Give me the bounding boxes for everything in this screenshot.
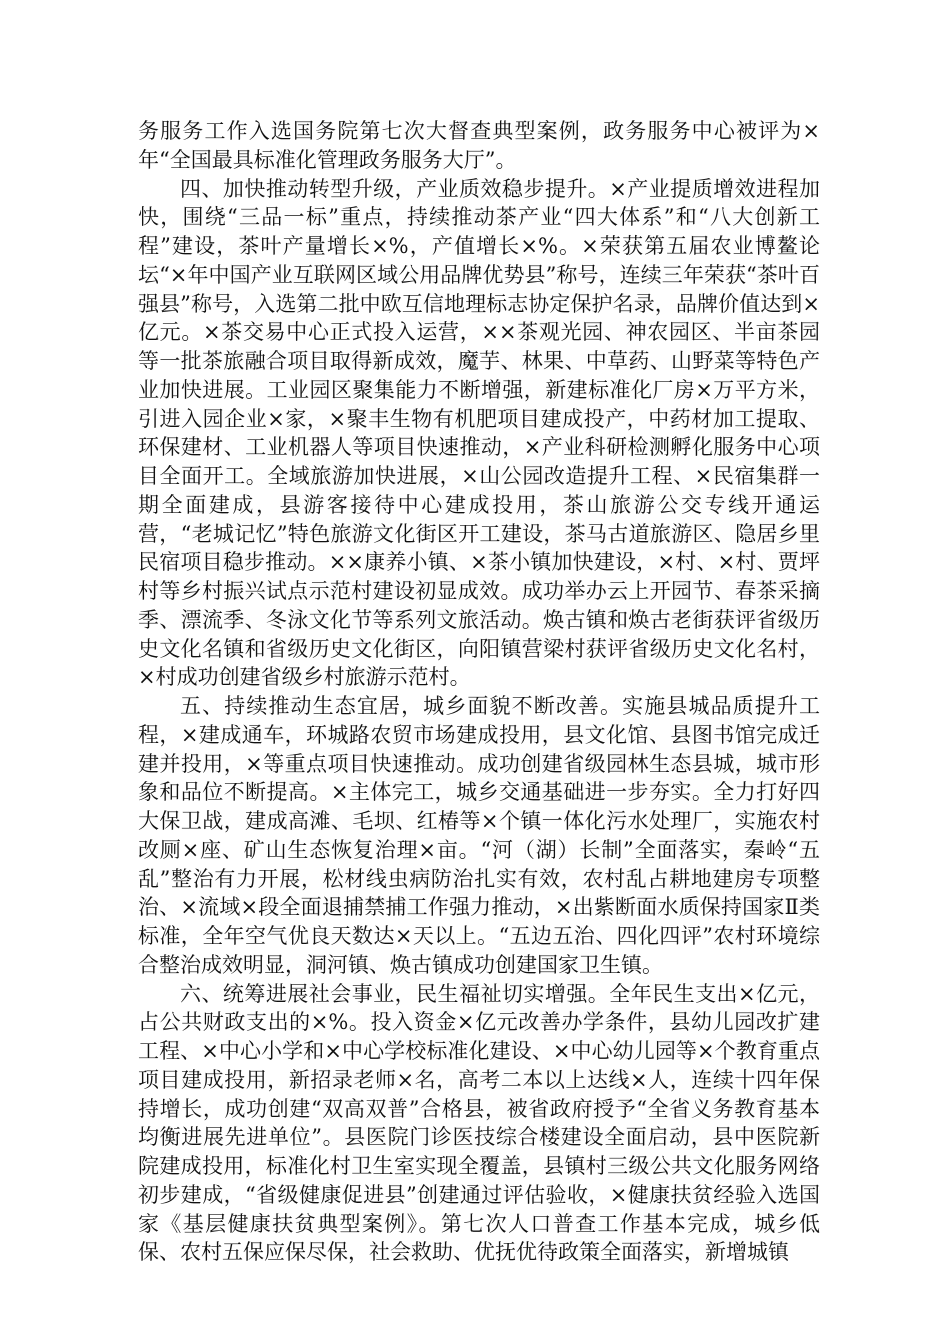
paragraph-continued: 务服务工作入选国务院第七次大督查典型案例，政务服务中心被评为×年“全国最具标准化管理政务服务大厅”。 bbox=[138, 119, 820, 172]
paragraph-ecology-livability: 五、持续推动生态宜居，城乡面貌不断改善。实施县城品质提升工程，×建成通车，环城路农贸市场建成投用，县文化馆、县图书馆完成迁建并投用，×等重点项目快速推动。成功创建省级园林生态县城，城市形象和品位不断提高。×主体完工，城乡交通基础进一步夯实。全力打好四大保卫战，建成高滩、毛坝、红椿等×个镇一体化污水处理厂，实施农村改厕×座、矿山生态恢复治理×亩。“河（湖）长制”全面落实，秦岭“五乱”整治有力开展，松材线虫病防治扎实有效，农村乱占耕地建房专项整治、×流域×段全面退捕禁捕工作强力推动，×出紫断面水质保持国家Ⅱ类标准，全年空气优良天数达×天以上。“五边五治、四化四评”农村环境综合整治成效明显，洞河镇、焕古镇成功创建国家卫生镇。 bbox=[138, 694, 820, 977]
paragraph-industry-upgrade: 四、加快推动转型升级，产业质效稳步提升。×产业提质增效进程加快，围绕“三品一标”重点，持续推动茶产业“四大体系”和“八大创新工程”建设，茶叶产量增长×%，产值增长×%。×荣获第五届农业博鳌论坛“×年中国产业互联网区域公用品牌优势县”称号，连续三年荣获“茶叶百强县”称号，入选第二批中欧互信地理标志协定保护名录，品牌价值达到×亿元。×茶交易中心正式投入运营，××茶观光园、神农园区、半亩茶园等一批茶旅融合项目取得新成效，魔芋、林果、中草药、山野菜等特色产业加快进展。工业园区聚集能力不断增强，新建标准化厂房×万平方米，引进入园企业×家，×聚丰生物有机肥项目建成投产，中药材加工提取、环保建材、工业机器人等项目快速推动，×产业科研检测孵化服务中心项目全面开工。全域旅游加快进展，×山公园改造提升工程、×民宿集群一期全面建成，县游客接待中心建成投用，茶山旅游公交专线开通运营，“老城记忆”特色旅游文化街区开工建设，茶马古道旅游区、隐居乡里民宿项目稳步推动。××康养小镇、×茶小镇加快建设，×村、×村、贾坪村等乡村振兴试点示范村建设初显成效。成功举办云上开园节、春茶采摘季、漂流季、冬泳文化节等系列文旅活动。焕古镇和焕古老街获评省级历史文化名镇和省级历史文化街区，向阳镇营梁村获评省级历史文化名村，×村成功创建省级乡村旅游示范村。 bbox=[138, 176, 820, 690]
paragraph-social-welfare: 六、统筹进展社会事业，民生福祉切实增强。全年民生支出×亿元，占公共财政支出的×%。投入资金×亿元改善办学条件，县幼儿园改扩建工程、×中心小学和×中心学校标准化建设、×中心幼儿园等×个教育重点项目建成投用，新招录老师×名，高考二本以上达线×人，连续十四年保持增长，成功创建“双高双普”合格县，被省政府授予“全省义务教育基本均衡进展先进单位”。县医院门诊医技综合楼建设全面启动，县中医院新院建成投用，标准化村卫生室实现全覆盖，县镇村三级公共文化服务网络初步建成，“省级健康促进县”创建通过评估验收，×健康扶贫经验入选国家《基层健康扶贫典型案例》。第七次人口普查工作基本完成，城乡低保、农村五保应保尽保，社会救助、优抚优待政策全面落实，新增城镇 bbox=[138, 981, 820, 1265]
document-body bbox=[138, 117, 820, 1267]
